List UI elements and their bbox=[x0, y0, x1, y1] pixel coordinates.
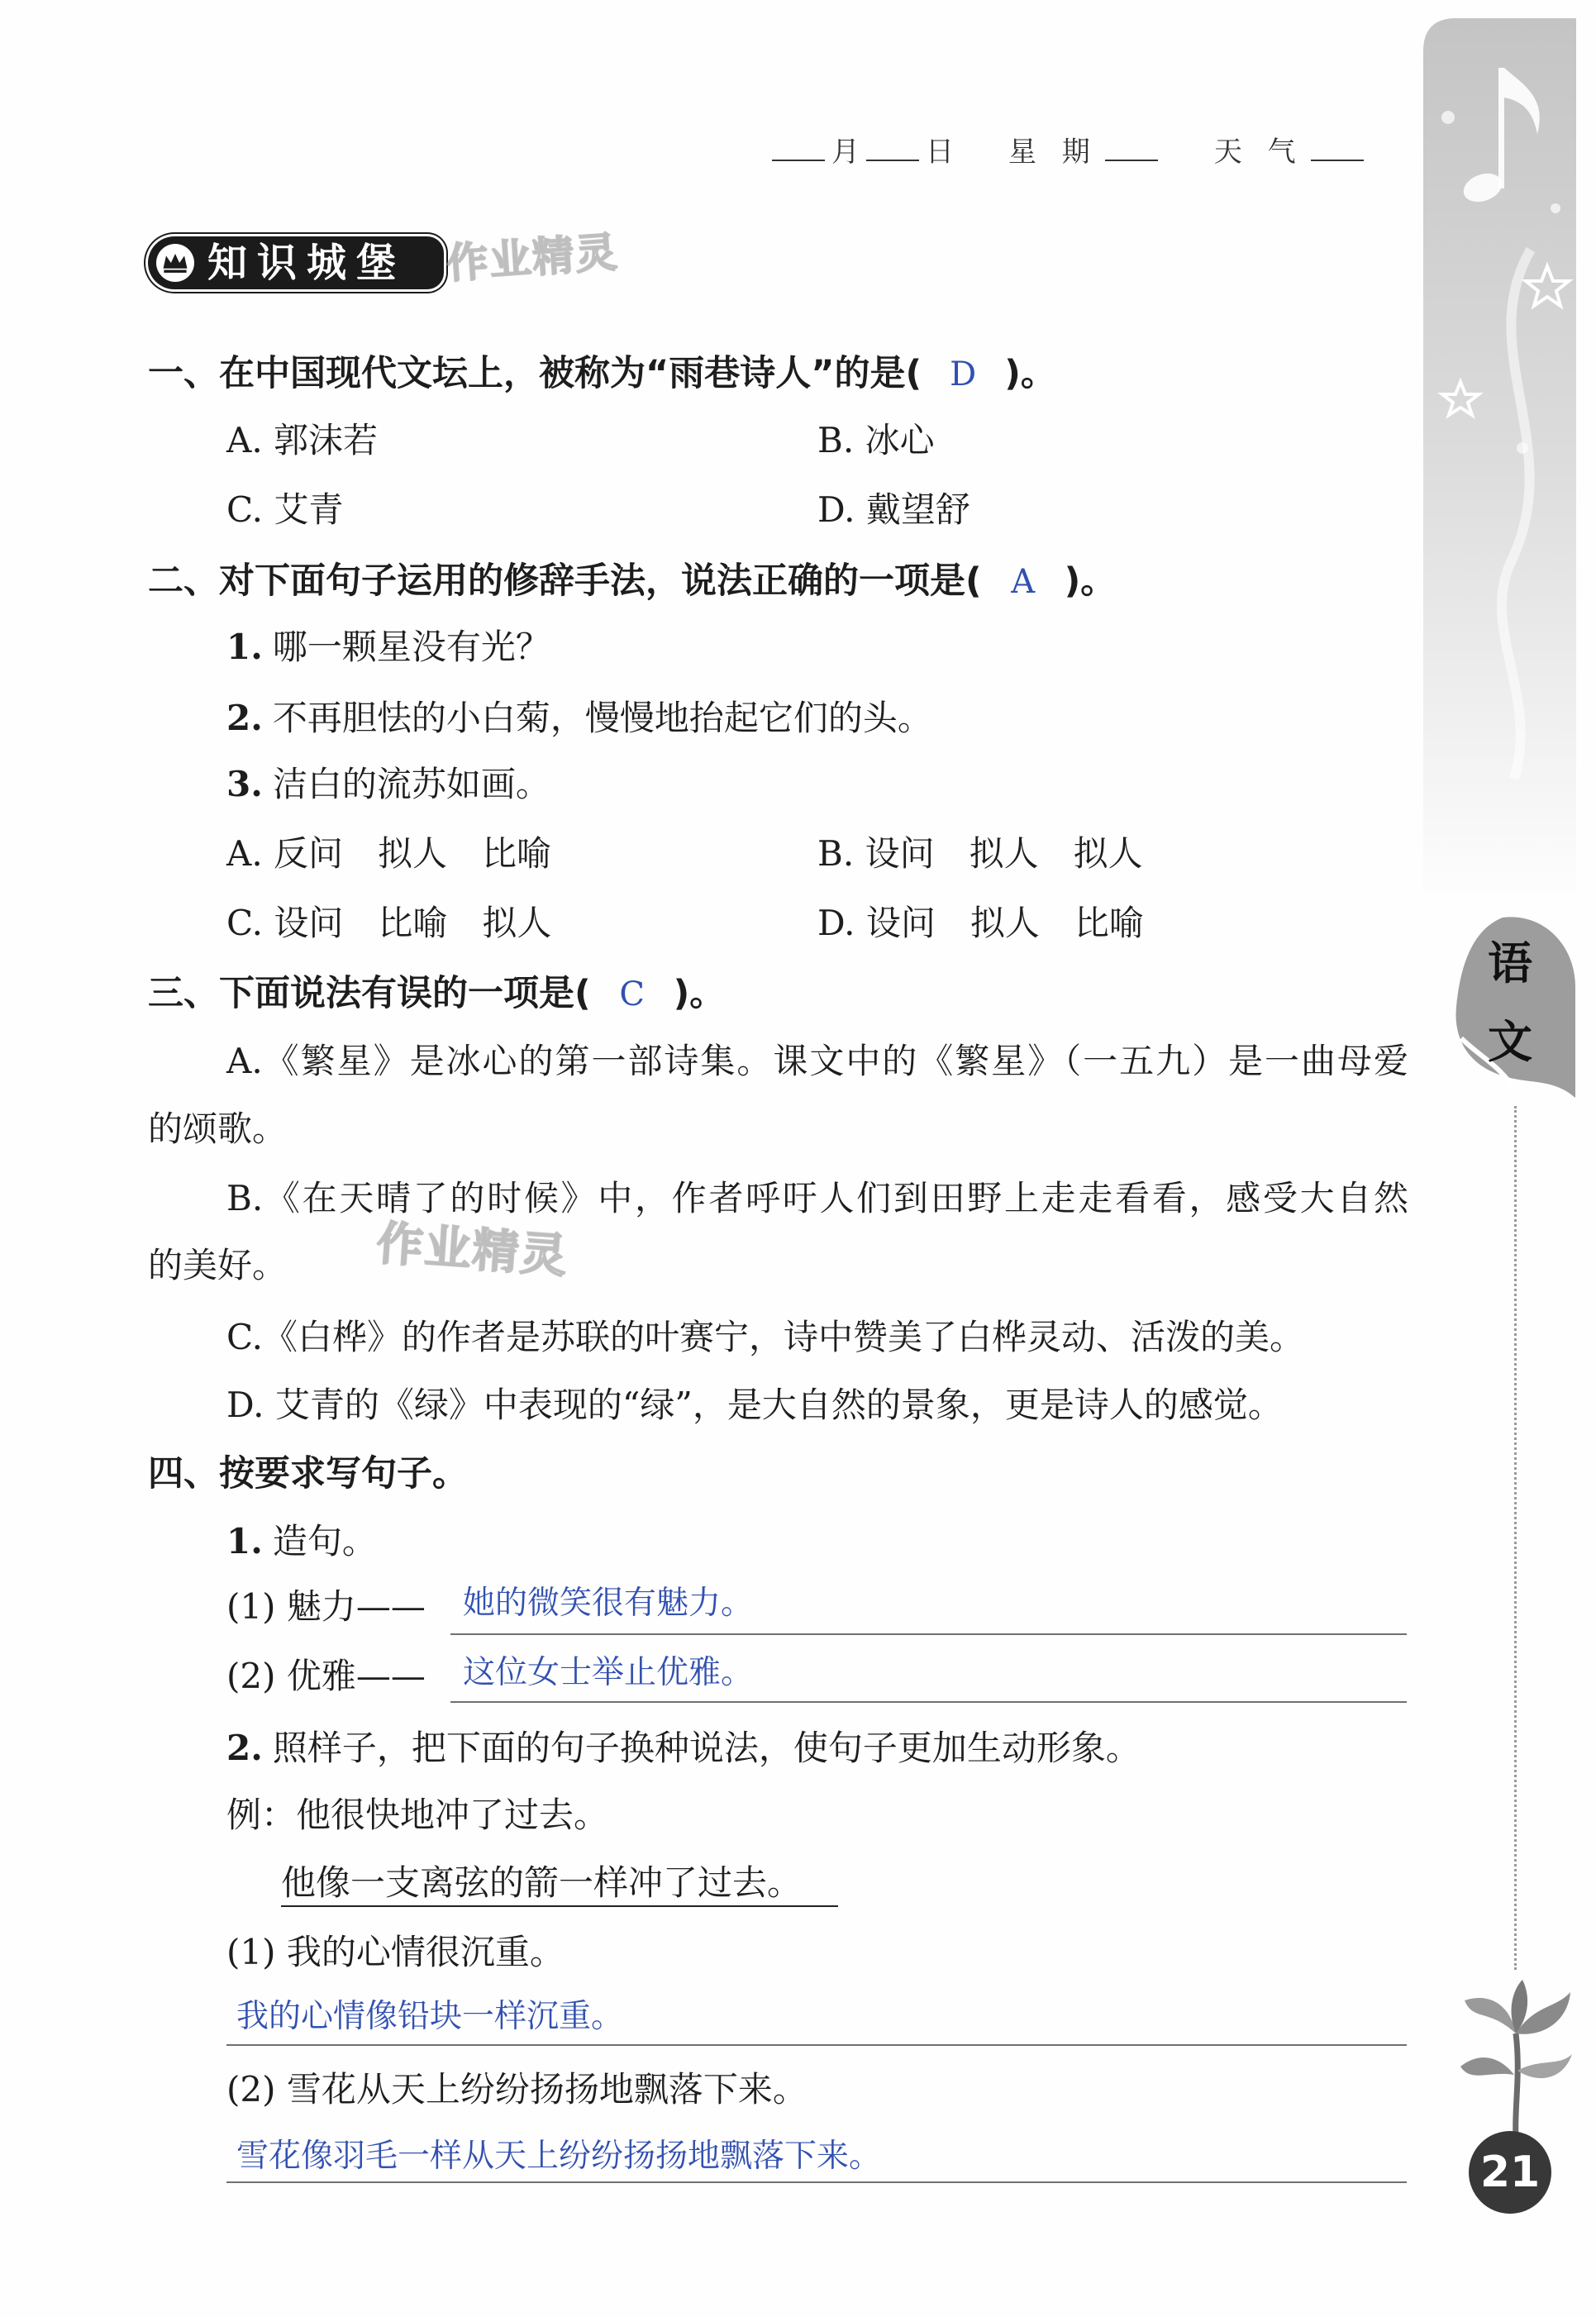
dotted-divider bbox=[1514, 1106, 1517, 1970]
day-blank bbox=[866, 135, 919, 161]
question-2-option-d: D. 设问 拟人 比喻 bbox=[817, 903, 1144, 943]
month-blank bbox=[772, 135, 825, 161]
question-2-sentence bbox=[226, 760, 550, 809]
question-3-option-b-line-2: 的美好。 bbox=[148, 1245, 288, 1285]
weekday-label: 星 期 bbox=[1008, 136, 1098, 169]
question-1-option-b: B. 冰心 bbox=[817, 420, 935, 460]
sentence-prompt: (2) 雪花从天上纷纷扬扬地飘落下来。 bbox=[226, 2069, 808, 2110]
question-3-option-b-line-1: B.《在天晴了的时候》中，作者呼吁人们到田野上走走看看，感受大自然 bbox=[226, 1178, 1408, 1218]
question-3-text: 三、下面说法有误的一项是( bbox=[148, 973, 591, 1014]
question-4-part-2-title bbox=[226, 1723, 1141, 1773]
question-2-sentence bbox=[226, 622, 550, 672]
question-2-option-b: B. 设问 拟人 拟人 bbox=[817, 833, 1143, 874]
question-4-part-1-title bbox=[226, 1517, 377, 1566]
question-1-text: 一、在中国现代文坛上，被称为“雨巷诗人”的是( bbox=[148, 353, 922, 394]
handwritten-answer: 雪花像羽毛一样从天上纷纷扬扬地飘落下来。 bbox=[236, 2138, 882, 2175]
question-2-text: 二、对下面句子运用的修辞手法，说法正确的一项是( bbox=[148, 560, 982, 602]
weather-blank bbox=[1311, 135, 1364, 161]
part-title: 造句。 bbox=[272, 1521, 377, 1561]
decorative-strip bbox=[1423, 18, 1576, 894]
sentence-text: 洁白的流苏如画。 bbox=[272, 764, 550, 804]
subject-tab-char: 文 bbox=[1488, 1016, 1532, 1068]
question-1-option-c: C. 艾青 bbox=[226, 489, 344, 530]
crown-icon bbox=[156, 244, 194, 282]
watermark-top: 作业精灵 bbox=[445, 227, 621, 288]
question-2-stem-end: )。 bbox=[1064, 560, 1117, 602]
question-4-stem: 四、按要求写句子。 bbox=[148, 1453, 468, 1495]
question-2-sentence bbox=[226, 694, 932, 743]
question-3-stem bbox=[148, 969, 725, 1018]
example-sentence: 例：他很快地冲了过去。 bbox=[226, 1795, 609, 1835]
section-badge bbox=[148, 236, 444, 289]
weather-label: 天 气 bbox=[1213, 136, 1304, 169]
question-2-option-c: C. 设问 比喻 拟人 bbox=[226, 903, 552, 943]
sentence-number: 3. bbox=[226, 764, 263, 804]
sentence-text: 不再胆怯的小白菊，慢慢地抬起它们的头。 bbox=[272, 698, 932, 738]
sentence-prompt: (1) 魅力—— bbox=[226, 1586, 426, 1627]
sentence-text: 哪一颗星没有光？ bbox=[272, 627, 550, 667]
question-3-option-a-line-2: 的颂歌。 bbox=[148, 1108, 288, 1149]
question-1-answer: D bbox=[950, 355, 977, 393]
day-label: 日 bbox=[926, 136, 954, 169]
sentence-number: 1. bbox=[226, 627, 263, 667]
badge-title: 知识城堡 bbox=[207, 240, 407, 286]
weekday-blank bbox=[1105, 135, 1158, 161]
answer-line bbox=[226, 2044, 1407, 2046]
page-number: 21 bbox=[1469, 2131, 1551, 2214]
part-number: 1. bbox=[226, 1521, 263, 1561]
question-3-answer: C bbox=[619, 975, 645, 1013]
handwritten-answer: 她的微笑很有魅力。 bbox=[463, 1585, 754, 1622]
part-number: 2. bbox=[226, 1728, 263, 1768]
question-2-stem bbox=[148, 556, 1116, 606]
sentence-prompt: (1) 我的心情很沉重。 bbox=[226, 1932, 565, 1972]
month-label: 月 bbox=[831, 136, 860, 169]
question-3-option-d: D. 艾青的《绿》中表现的“绿”，是大自然的景象，更是诗人的感觉。 bbox=[226, 1385, 1283, 1425]
question-1-stem-end: )。 bbox=[1004, 353, 1056, 394]
handwritten-answer: 我的心情像铅块一样沉重。 bbox=[236, 1998, 624, 2035]
answer-line bbox=[450, 1701, 1407, 1703]
handwritten-answer: 这位女士举止优雅。 bbox=[463, 1654, 754, 1691]
subject-tab-char: 语 bbox=[1488, 937, 1532, 989]
answer-line bbox=[450, 1633, 1407, 1635]
sentence-prompt: (2) 优雅—— bbox=[226, 1656, 426, 1696]
question-1-option-d: D. 戴望舒 bbox=[817, 489, 970, 530]
sentence-number: 2. bbox=[226, 698, 263, 738]
question-2-option-a: A. 反问 拟人 比喻 bbox=[226, 833, 552, 874]
question-2-answer: A bbox=[1011, 563, 1036, 601]
question-1-option-a: A. 郭沫若 bbox=[226, 420, 379, 460]
question-3-option-c: C.《白桦》的作者是苏联的叶赛宁，诗中赞美了白桦灵动、活泼的美。 bbox=[226, 1317, 1304, 1357]
part-title: 照样子，把下面的句子换种说法，使句子更加生动形象。 bbox=[272, 1728, 1141, 1768]
watermark-middle: 作业精灵 bbox=[374, 1216, 570, 1285]
plant-icon bbox=[1456, 1976, 1576, 2137]
example-underline bbox=[281, 1905, 838, 1907]
example-answer: 他像一支离弦的箭一样冲了过去。 bbox=[281, 1862, 803, 1903]
answer-line bbox=[226, 2181, 1407, 2183]
question-1-stem bbox=[148, 349, 1056, 398]
question-3-option-a-line-1: A.《繁星》是冰心的第一部诗集。课文中的《繁星》（一五九）是一曲母爱 bbox=[226, 1041, 1408, 1081]
question-3-stem-end: )。 bbox=[673, 973, 726, 1014]
date-weather-header bbox=[765, 129, 1370, 175]
